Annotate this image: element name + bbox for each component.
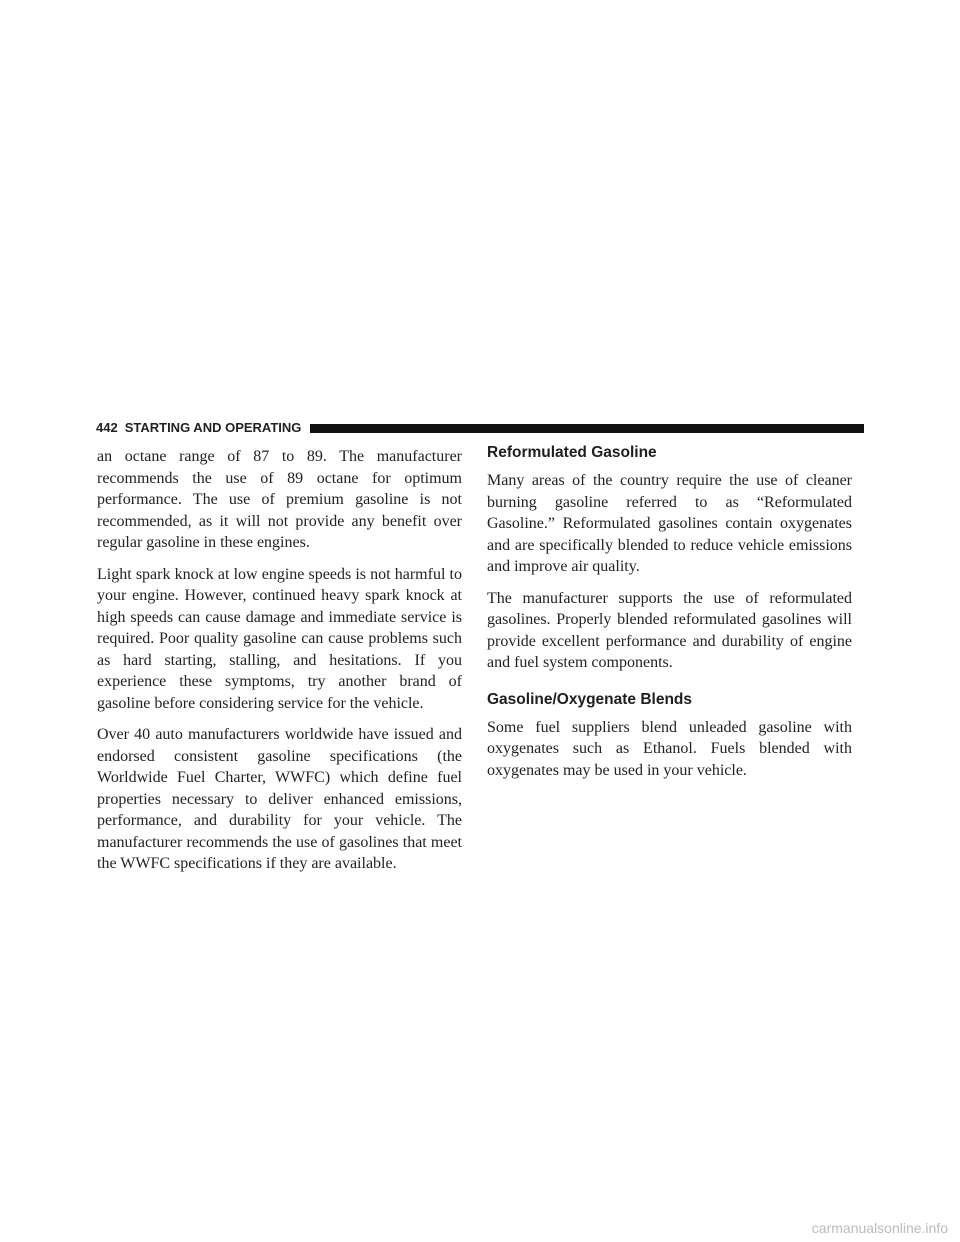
section-heading-reformulated-gasoline: Reformulated Gasoline xyxy=(487,444,657,461)
page-number: 442 xyxy=(96,420,118,435)
page-header xyxy=(96,418,864,438)
paragraph: Some fuel suppliers blend unleaded gasoline with oxygenates such as Ethanol. Fuels blended with oxygenates may be used in your vehicle. xyxy=(487,718,852,779)
paragraph: The manufacturer supports the use of reformulated gasolines. Properly blended reformulated gasolines will provide excellent performance and durability of engine and fuel system components. xyxy=(487,589,852,671)
paragraph: Over 40 auto manufacturers worldwide have issued and endorsed consistent gasoline specifications (the Worldwide Fuel Charter, WWFC) which define fuel properties necessary to deliver enhanced emissions, performance, and durability for your vehicle. The manufacturer recommends the use of gasolines that meet the WWFC specifications if they are available. xyxy=(97,726,462,872)
right-column xyxy=(487,446,852,791)
paragraph: Many areas of the country require the use of cleaner burning gasoline referred to as “Reformulated Gasoline.” Reformulated gasolines contain oxygenates and are specifically blended to reduce vehicle emissions and improve air quality. xyxy=(487,472,852,575)
watermark: carmanualsonline.info xyxy=(811,1220,948,1236)
section-title: STARTING AND OPERATING xyxy=(124,420,302,435)
left-column xyxy=(97,446,462,885)
paragraph: an octane range of 87 to 89. The manufacturer recommends the use of 89 octane for optimum performance. The use of premium gasoline is not recommended, as it will not provide any benefit over regular gasoline in these engines. xyxy=(97,448,462,551)
paragraph: Light spark knock at low engine speeds is not harmful to your engine. However, continued heavy spark knock at high speeds can cause damage and immediate service is required. Poor quality gasoline can cause problems such as hard starting, stalling, and hesitations. If you experience these symptoms, try another brand of gasoline before considering service for the vehicle. xyxy=(97,565,462,712)
section-heading-oxygenate-blends: Gasoline/Oxygenate Blends xyxy=(487,690,693,708)
header-rule xyxy=(310,424,864,433)
